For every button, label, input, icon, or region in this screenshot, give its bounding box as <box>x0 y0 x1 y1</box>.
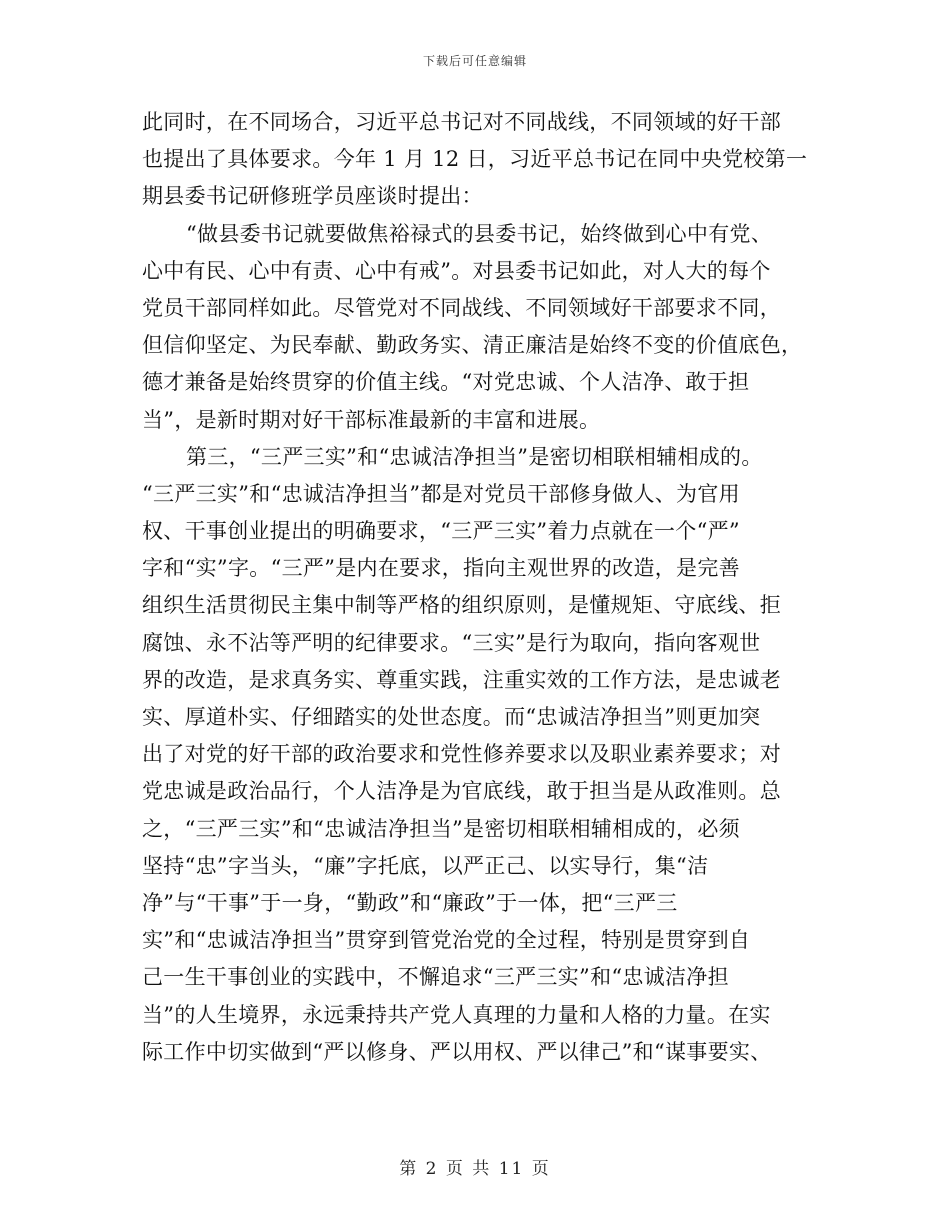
text-line: 德才兼备是始终贯穿的价值主线。“对党忠诚、个人洁净、敢于担 <box>142 370 750 395</box>
text-line: 党忠诚是政治品行，个人洁净是为官底线，敢于担当是从政准则。总 <box>142 779 781 804</box>
text-line: 界的改造，是求真务实、尊重实践，注重实效的工作方法，是忠诚老 <box>142 667 781 692</box>
text-line: 此同时，在不同场合，习近平总书记对不同战线，不同领域的好干部 <box>142 110 781 134</box>
text-line: 净”与“干事”于一身，“勤政”和“廉政”于一体，把“三严三 <box>142 890 678 915</box>
text-line: “三严三实”和“忠诚洁净担当”都是对党员干部修身做人、为官用 <box>142 481 740 506</box>
text-line: 组织生活贯彻民主集中制等严格的组织原则，是懂规矩、守底线、拒 <box>142 593 781 618</box>
text-line: 也提出了具体要求。今年 1 月 12 日，习近平总书记在同中央党校第一 <box>142 147 808 172</box>
text-line: 权、干事创业提出的明确要求，“三严三实”着力点就在一个“严” <box>142 519 740 544</box>
text-line: 实、厚道朴实、仔细踏实的处世态度。而“忠诚洁净担当”则更加突 <box>142 705 761 729</box>
text-line: 党员干部同样如此。尽管党对不同战线、不同领域好干部要求不同， <box>142 295 781 320</box>
text-line: 期县委书记研修班学员座谈时提出： <box>142 184 483 209</box>
text-line: 之，“三严三实”和“忠诚洁净担当”是密切相联相辅相成的，必须 <box>142 816 740 841</box>
text-line: “做县委书记就要做焦裕禄式的县委书记，始终做到心中有党、 <box>186 221 773 246</box>
text-line: 当”的人生境界，永远秉持共产党人真理的力量和人格的力量。在实 <box>142 1002 771 1027</box>
text-line: 出了对党的好干部的政治要求和党性修养要求以及职业素养要求；对 <box>142 742 781 767</box>
page-header: 下载后可任意编辑 <box>422 54 527 68</box>
text-line: 但信仰坚定、为民奉献、勤政务实、清正廉洁是始终不变的价值底色， <box>142 333 803 358</box>
document-body <box>142 104 822 1071</box>
text-line: 第三，“三严三实”和“忠诚洁净担当”是密切相联相辅相成的。 <box>186 444 763 469</box>
text-line: 实”和“忠诚洁净担当”贯穿到管党治党的全过程，特别是贯穿到自 <box>142 928 751 953</box>
text-line: 坚持“忠”字当头，“廉”字托底，以严正己、以实导行，集“洁 <box>142 853 709 878</box>
text-line: 际工作中切实做到“严以修身、严以用权、严以律己”和“谋事要实、 <box>142 1039 772 1064</box>
text-line: 心中有民、心中有责、心中有戒”。对县委书记如此，对人大的每个 <box>142 258 771 283</box>
text-line: 腐蚀、永不沾等严明的纪律要求。“三实”是行为取向，指向客观世 <box>142 630 761 655</box>
text-line: 己一生干事创业的实践中，不懈追求“三严三实”和“忠诚洁净担 <box>142 965 729 990</box>
text-line: 当”，是新时期对好干部标准最新的丰富和进展。 <box>142 407 601 432</box>
page-number: 第 2 页 共 11 页 <box>399 1159 551 1179</box>
text-line: 字和“实”字。“三严”是内在要求，指向主观世界的改造，是完善 <box>142 556 740 581</box>
